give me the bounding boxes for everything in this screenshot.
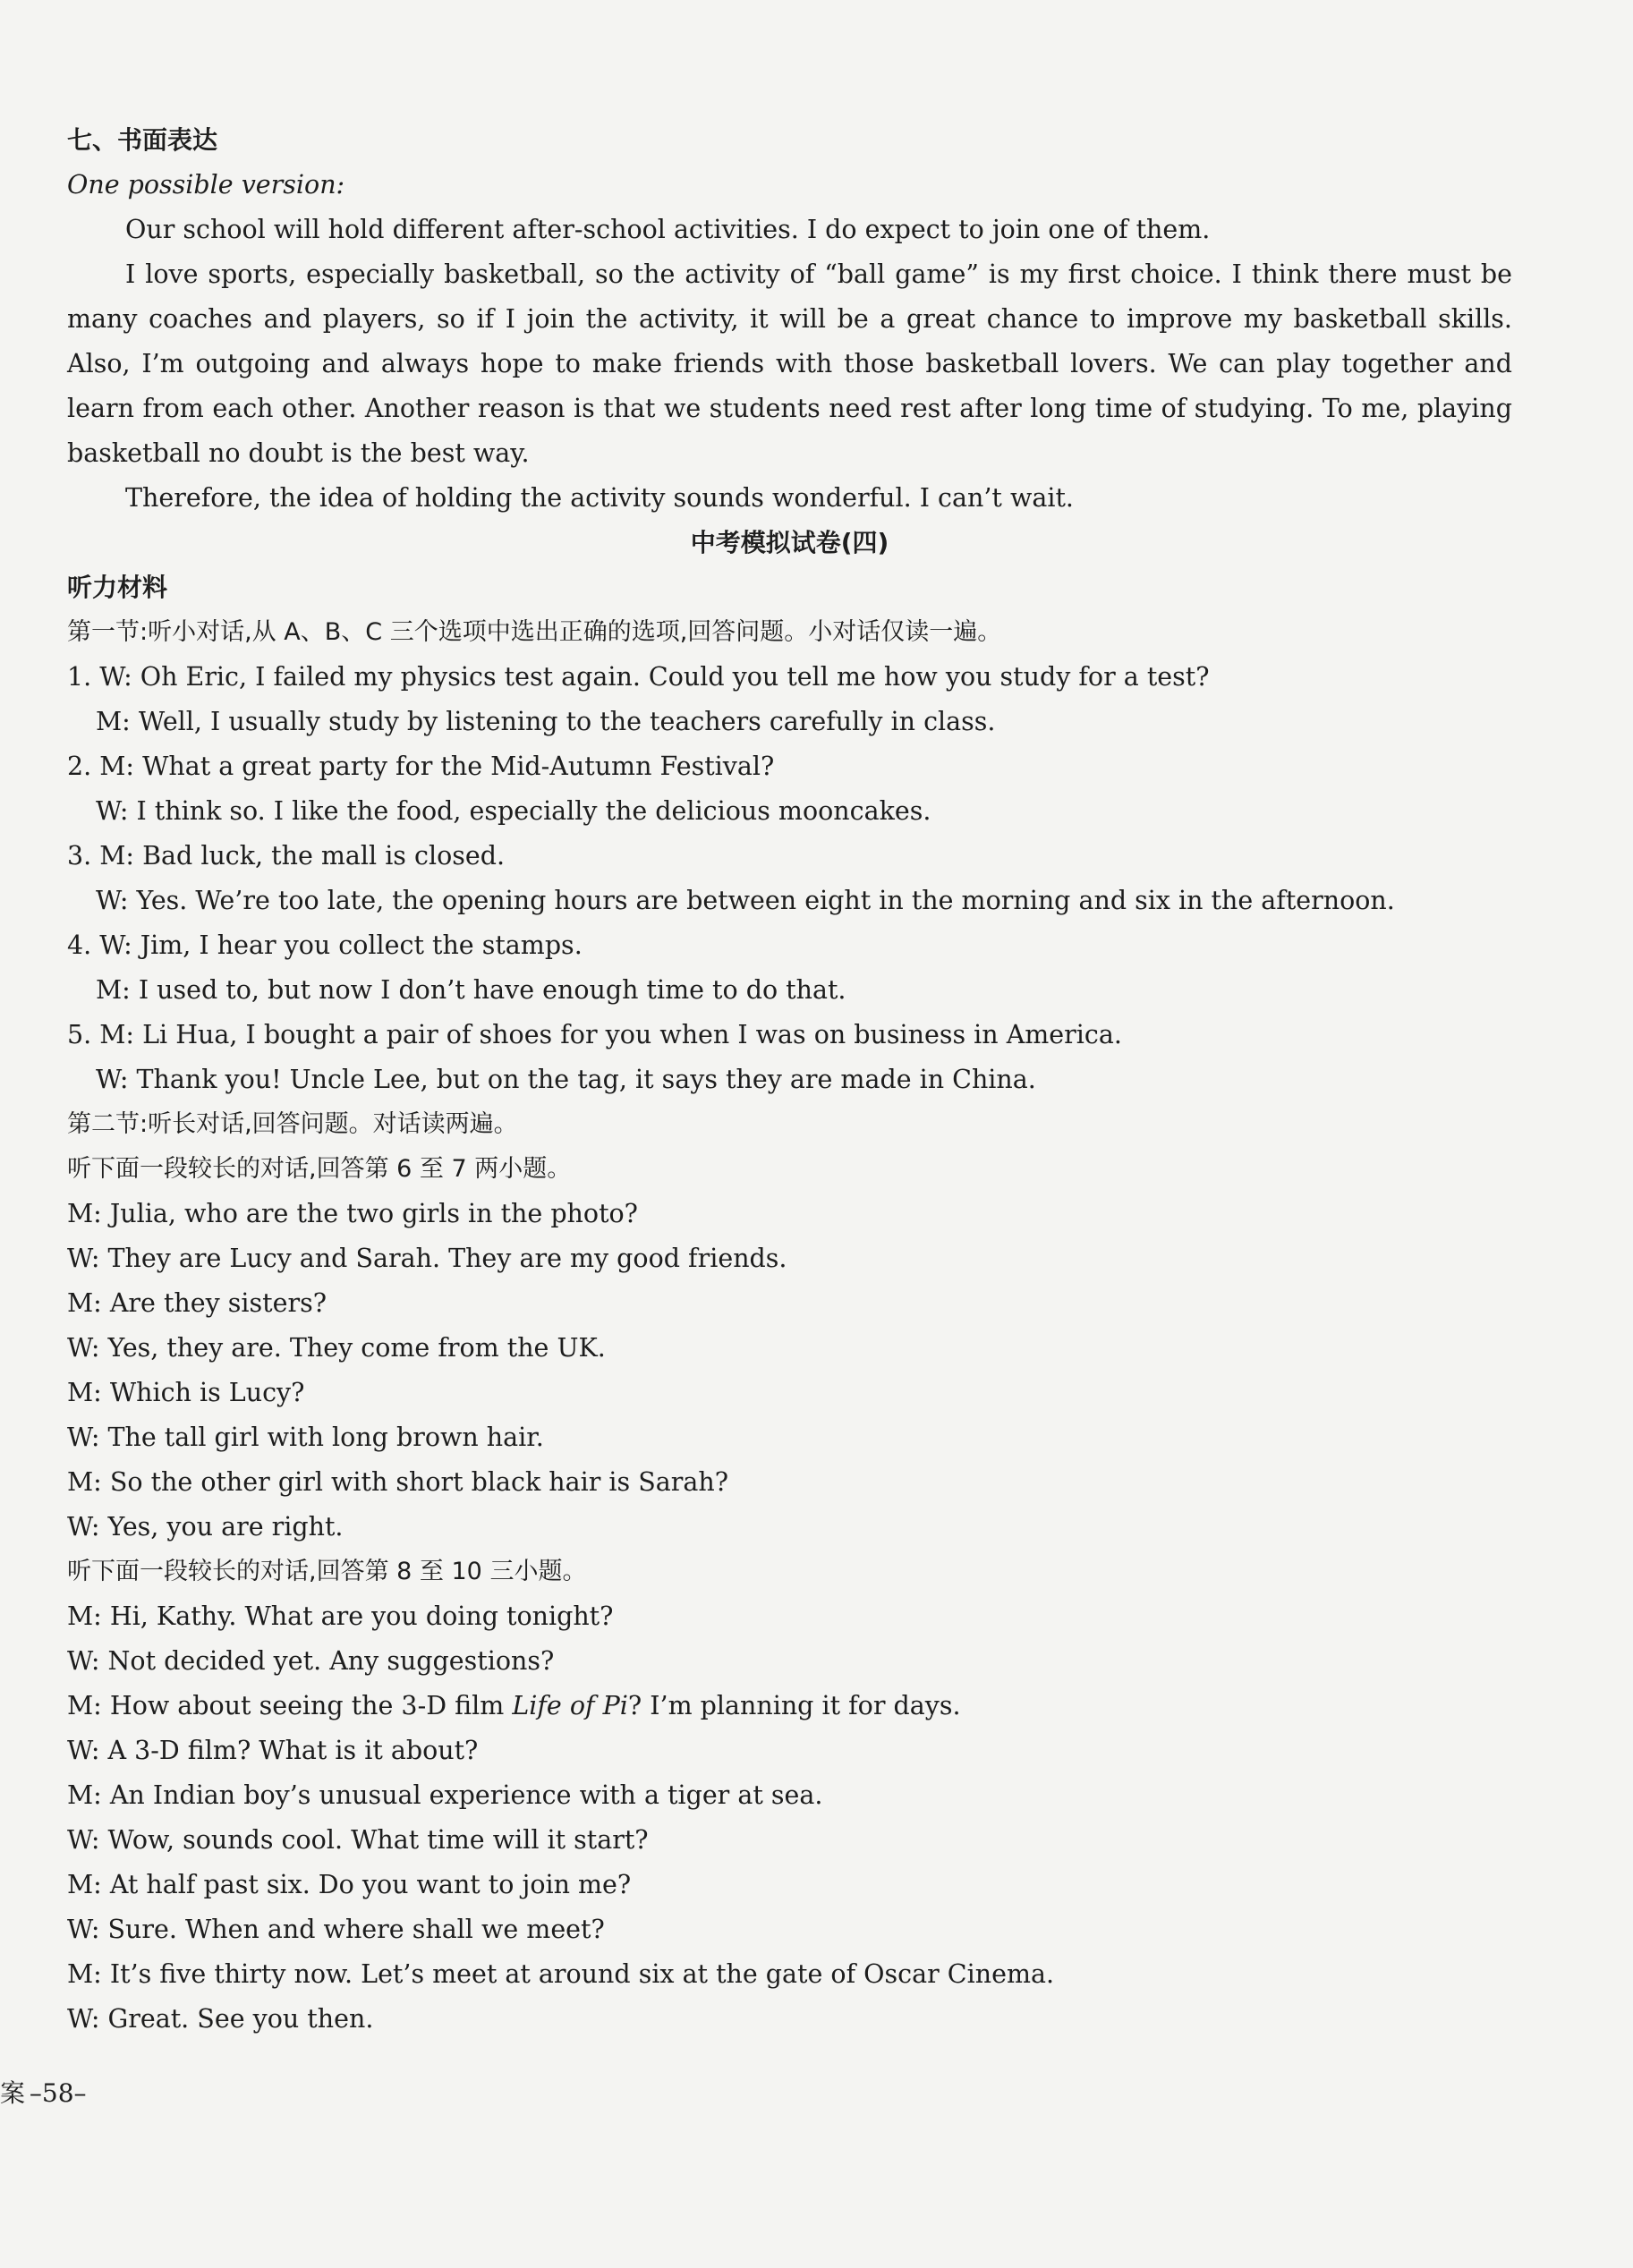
- writing-paragraph-3: Therefore, the idea of holding the activity sounds wonderful. I can’t wait.: [125, 483, 1074, 513]
- dialogue-line: W: A 3-D film? What is it about?: [67, 1736, 479, 1765]
- dialogue-line: M: Are they sisters?: [67, 1288, 327, 1318]
- dialogue-line: [67, 1684, 1512, 1729]
- writing-subheading: One possible version:: [67, 170, 345, 200]
- dialogue-line: W: Wow, sounds cool. What time will it start?: [67, 1825, 649, 1855]
- page-number: –58–: [29, 2078, 87, 2108]
- dialogue-line: 2. M: What a great party for the Mid-Autumn Festival?: [67, 752, 775, 781]
- dialogue-line: W: The tall girl with long brown hair.: [67, 1423, 544, 1452]
- writing-paragraph-2-line: Also, I’m outgoing and always hope to make friends with those basketball lovers. We can play together and: [67, 349, 1512, 378]
- writing-paragraph-2-line: basketball no doubt is the best way.: [67, 438, 530, 468]
- section-2-instruction: 第二节:听长对话,回答问题。对话读两遍。: [67, 1110, 518, 1138]
- writing-heading: 七、书面表达: [67, 125, 218, 155]
- dialogue-line: W: Yes, they are. They come from the UK.: [67, 1333, 606, 1363]
- dialogue-line: W: Yes, you are right.: [67, 1512, 344, 1542]
- writing-paragraph-2-line: I love sports, especially basketball, so the activity of “ball game” is my first choice. I think there must be: [125, 259, 1512, 289]
- long-dialogue-2-intro: 听下面一段较长的对话,回答第 8 至 10 三小题。: [67, 1558, 587, 1585]
- page-footer: [0, 2074, 87, 2110]
- dialogue-line: 4. W: Jim, I hear you collect the stamps.: [67, 930, 583, 960]
- dialogue-line: W: Yes. We’re too late, the opening hours are between eight in the morning and six in the afternoon.: [96, 886, 1395, 915]
- listening-heading: 听力材料: [67, 573, 168, 602]
- dialogue-line: W: Sure. When and where shall we meet?: [67, 1915, 605, 1944]
- dialogue-line: W: Thank you! Uncle Lee, but on the tag, it says they are made in China.: [96, 1065, 1036, 1094]
- dialogue-line: M: Hi, Kathy. What are you doing tonight?: [67, 1601, 614, 1631]
- dialogue-line: M: It’s five thirty now. Let’s meet at around six at the gate of Oscar Cinema.: [67, 1959, 1055, 1989]
- dialogue-line: 1. W: Oh Eric, I failed my physics test again. Could you tell me how you study for a test?: [67, 662, 1210, 692]
- dialogue-line: M: Well, I usually study by listening to the teachers carefully in class.: [96, 707, 996, 736]
- section-1-instruction: 第一节:听小对话,从 A、B、C 三个选项中选出正确的选项,回答问题。小对话仅读一遍。: [67, 618, 1002, 646]
- dialogue-line: M: So the other girl with short black hair is Sarah?: [67, 1467, 728, 1497]
- long-dialogue-1-intro: 听下面一段较长的对话,回答第 6 至 7 两小题。: [67, 1155, 572, 1183]
- exam-title: 中考模拟试卷(四): [690, 528, 889, 557]
- dialogue-line: M: At half past six. Do you want to join me?: [67, 1870, 632, 1899]
- dialogue-line: W: Great. See you then.: [67, 2004, 374, 2034]
- dialogue-text: ? I’m planning it for days.: [627, 1691, 961, 1720]
- dialogue-line: 5. M: Li Hua, I bought a pair of shoes for you when I was on business in America.: [67, 1020, 1122, 1049]
- dialogue-text: M: How about seeing the 3-D film: [67, 1691, 513, 1720]
- page-content: [67, 118, 1512, 2042]
- writing-paragraph-2-line: learn from each other. Another reason is that we students need rest after long time of studying. To me, playing: [67, 394, 1512, 423]
- dialogue-line: M: Which is Lucy?: [67, 1378, 305, 1407]
- film-title: Life of Pi: [512, 1691, 628, 1720]
- dialogue-line: M: Julia, who are the two girls in the photo?: [67, 1199, 638, 1228]
- dialogue-line: M: I used to, but now I don’t have enough time to do that.: [96, 975, 846, 1005]
- writing-paragraph-1: Our school will hold different after-school activities. I do expect to join one of them.: [125, 215, 1211, 244]
- dialogue-line: W: Not decided yet. Any suggestions?: [67, 1646, 555, 1676]
- dialogue-line: W: They are Lucy and Sarah. They are my good friends.: [67, 1244, 787, 1273]
- dialogue-line: M: An Indian boy’s unusual experience with a tiger at sea.: [67, 1780, 823, 1810]
- footer-mark: 案: [0, 2078, 26, 2108]
- dialogue-line: 3. M: Bad luck, the mall is closed.: [67, 841, 506, 871]
- writing-paragraph-2-line: many coaches and players, so if I join the activity, it will be a great chance to improve my basketball skills.: [67, 304, 1512, 334]
- dialogue-line: W: I think so. I like the food, especially the delicious mooncakes.: [96, 796, 931, 826]
